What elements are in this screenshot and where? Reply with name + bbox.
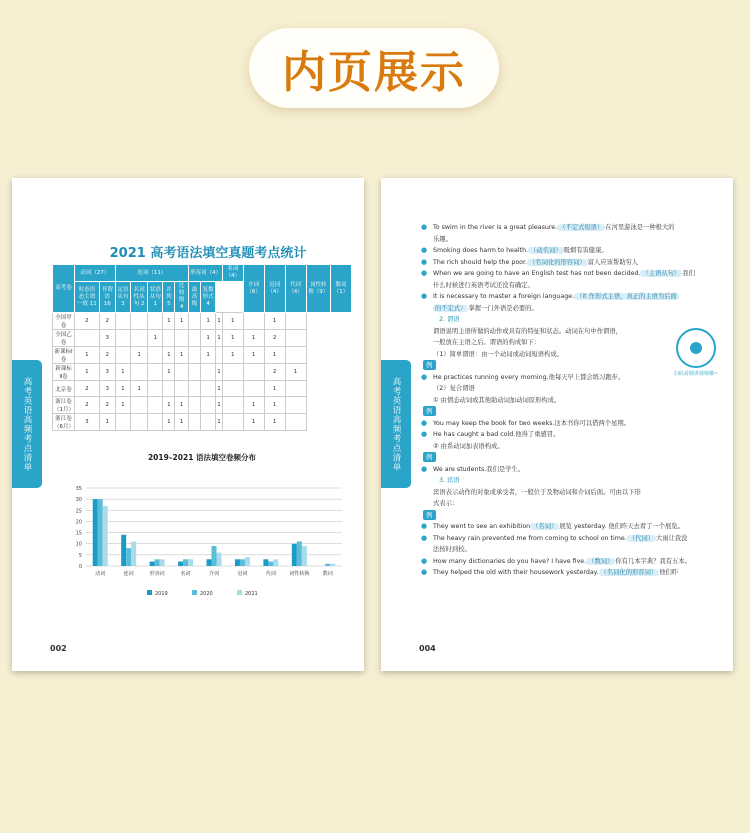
table-cell <box>200 381 215 397</box>
table-cell <box>188 364 200 381</box>
table-header: 介词（6） <box>243 265 264 313</box>
text-translation: 他每天早上都会练习跑步。 <box>548 373 625 381</box>
table-cell: 1 <box>216 381 223 397</box>
bar-2021 <box>188 559 193 566</box>
table-cell <box>115 347 130 364</box>
table-cell <box>222 364 243 381</box>
text-line <box>381 498 733 510</box>
table-cell: 2 <box>264 364 285 381</box>
qr-caption: 扫码看精讲视频哦~ <box>673 371 719 377</box>
legend-label: 2021 <box>245 591 258 597</box>
table-cell: 1 <box>163 313 175 330</box>
bar-2020 <box>325 564 330 566</box>
text-run: ② 由系动词加表语构成。 <box>433 442 504 450</box>
table-cell: 浙江卷（1月） <box>53 397 75 414</box>
table-cell: 1 <box>264 414 285 431</box>
table-cell: 1 <box>115 364 130 381</box>
table-cell <box>175 381 189 397</box>
table-row <box>53 414 352 431</box>
table-cell <box>175 364 189 381</box>
text-translation: 大雨让我没 <box>655 534 688 542</box>
text-line <box>381 544 733 556</box>
table-group-header: 形容词（4） <box>188 265 222 282</box>
text-run: （1）简单谓语：由一个动词或动词短语构成。 <box>433 350 563 358</box>
table-sub-header: 非谓语 16 <box>99 282 115 313</box>
text-line <box>381 268 733 280</box>
text-run: They helped the old with their housework yesterday. <box>433 569 599 576</box>
bar-2020 <box>297 541 302 566</box>
table-cell <box>131 330 148 347</box>
text-line <box>381 291 733 303</box>
text-run: How many dictionaries do you have? I have five. <box>433 557 587 565</box>
bullet-icon: ● <box>421 257 428 266</box>
y-tick-label: 25 <box>75 508 82 515</box>
table-cell <box>222 397 243 414</box>
table-header: 数词（1） <box>330 265 351 313</box>
text-run: 宾语表示动作的对象或承受者，一般位于及物动词和介词后面。可由以下形 <box>433 488 641 496</box>
text-translation: 在河里游泳是一种极大的 <box>605 224 675 231</box>
text-run: 2. 谓语 <box>439 316 460 323</box>
table-cell <box>148 381 163 397</box>
y-tick-label: 10 <box>75 541 82 548</box>
example-badge: 例 <box>423 452 436 462</box>
y-tick-label: 30 <box>75 497 82 504</box>
table-cell <box>131 313 148 330</box>
text-line <box>381 303 733 315</box>
text-line <box>381 452 733 464</box>
example-badge: 例 <box>423 406 436 416</box>
text-run: When we are going to have an English test has not been decided. <box>433 270 641 277</box>
text-translation: 掌握一门外语是必要的。 <box>468 304 538 312</box>
table-cell <box>200 364 215 381</box>
table-row <box>53 330 352 347</box>
legend-swatch <box>147 590 152 595</box>
table-header: 词性转换（9） <box>306 265 330 313</box>
table-cell <box>243 364 264 381</box>
bar-2021 <box>245 557 250 566</box>
text-line <box>381 406 733 418</box>
table-cell <box>148 414 163 431</box>
text-line <box>381 533 733 545</box>
table-sub-header: 并列 5 <box>163 282 175 313</box>
bar-2020 <box>212 546 217 566</box>
table-cell: 2 <box>264 330 285 347</box>
bullet-icon: ● <box>421 418 428 427</box>
table-cell: 3 <box>99 381 115 397</box>
table-cell: 1 <box>163 414 175 431</box>
text-line <box>381 521 733 533</box>
table-cell: 1 <box>243 397 264 414</box>
stats-table <box>52 264 352 431</box>
text-run: The rich should help the poor. <box>433 258 528 266</box>
table-cell: 1 <box>222 313 243 330</box>
table-cell: 1 <box>264 381 285 397</box>
table-cell: 2 <box>75 381 100 397</box>
table-group-header: 动词（27） <box>75 265 116 282</box>
table-cell: 1 <box>75 364 100 381</box>
left-page-number: 002 <box>50 644 67 653</box>
grammar-tag: 的不定式） <box>435 304 467 312</box>
bullet-icon: ● <box>421 223 428 231</box>
table-cell <box>148 364 163 381</box>
bar-2019 <box>93 499 98 566</box>
header-pill <box>249 28 499 108</box>
bar-2019 <box>292 544 297 566</box>
table-cell <box>243 313 264 330</box>
table-cell: 1 <box>216 313 223 330</box>
table-cell: 3 <box>99 364 115 381</box>
table-cell <box>188 313 200 330</box>
table-group-header: 名词（4） <box>222 265 243 282</box>
table-cell: 浙江卷（6月） <box>53 414 75 431</box>
table-sub-header: 状语从句 1 <box>148 282 163 313</box>
x-tick-label: 数词 <box>322 571 333 577</box>
table-sub-header: 复数形式 4 <box>200 282 215 313</box>
table-title: 2021 高考语法填空真题考点统计 <box>109 246 307 261</box>
bullet-icon: ● <box>421 269 428 277</box>
table-cell <box>148 397 163 414</box>
table-cell <box>115 313 130 330</box>
header-title: 内页展示 <box>282 47 466 98</box>
text-run: ① 由情态动词或其他助动词加动词原形构成。 <box>433 396 561 404</box>
table-cell <box>200 397 215 414</box>
table-cell: 1 <box>285 364 306 381</box>
text-run: The heavy rain prevented me from coming to school on time. <box>433 534 627 542</box>
text-run: We are students. <box>433 465 487 473</box>
table-cell <box>188 414 200 431</box>
table-cell: 1 <box>115 381 130 397</box>
bullet-icon: ● <box>421 568 428 576</box>
text-run: 什么时候进行英语考试还没有确定。 <box>433 281 534 289</box>
bar-2021 <box>330 564 335 566</box>
x-tick-label: 形容词 <box>149 571 165 577</box>
bullet-icon: ● <box>421 246 428 254</box>
table-cell: 1 <box>216 330 223 347</box>
table-row <box>53 313 352 330</box>
table-cell: 1 <box>163 347 175 364</box>
grammar-tag: （it 作形式主语，真正的主语为后面 <box>576 293 677 300</box>
text-run: You may keep the book for two weeks. <box>433 419 555 427</box>
y-tick-label: 35 <box>75 486 82 492</box>
bar-2020 <box>126 548 131 566</box>
bar-2019 <box>178 562 183 566</box>
left-page <box>12 178 364 671</box>
table-row <box>53 397 352 414</box>
table-cell: 1 <box>243 330 264 347</box>
legend-swatch <box>237 590 242 595</box>
x-tick-label: 代词 <box>265 571 276 577</box>
table-sub-header: 最高级 <box>188 282 200 313</box>
table-cell <box>285 330 306 347</box>
text-run: He has caught a bad cold. <box>433 431 516 438</box>
table-cell: 3 <box>75 414 100 431</box>
text-line <box>381 280 733 292</box>
table-cell: 2 <box>99 313 115 330</box>
right-side-tab: 高考英语高频考点清单 <box>381 360 411 488</box>
table-cell: 1 <box>200 313 215 330</box>
table-cell: 1 <box>131 347 148 364</box>
text-run: 一般放在主语之后。谓语的构成如下： <box>433 339 541 346</box>
table-cell: 1 <box>175 347 189 364</box>
text-translation: 他得了重感冒。 <box>515 431 560 438</box>
table-cell: 新课标Ⅱ卷 <box>53 364 75 381</box>
example-badge: 例 <box>423 510 436 520</box>
text-translation: 他们昨 <box>659 569 679 576</box>
bar-2021 <box>160 559 165 566</box>
qr-icon <box>676 328 716 368</box>
text-line <box>381 464 733 476</box>
bar-2021 <box>131 541 136 566</box>
table-cell <box>115 414 130 431</box>
text-run: Smoking does harm to health. <box>433 247 529 254</box>
table-cell: 1 <box>99 414 115 431</box>
x-tick-label: 冠词 <box>237 571 248 577</box>
bar-2020 <box>268 562 273 566</box>
legend-label: 2019 <box>155 591 168 597</box>
table-cell <box>200 414 215 431</box>
table-cell <box>188 397 200 414</box>
table-cell <box>131 364 148 381</box>
bullet-icon: ● <box>421 372 428 381</box>
table-cell: 1 <box>175 414 189 431</box>
text-translation: 富人应该帮助穷人 <box>587 258 639 266</box>
table-cell: 1 <box>222 347 243 364</box>
table-cell: 2 <box>99 347 115 364</box>
text-run: To swim in the river is a great pleasure. <box>433 224 558 231</box>
table-cell: 1 <box>115 397 130 414</box>
bar-2019 <box>263 559 268 566</box>
frequency-chart <box>52 448 352 608</box>
x-tick-label: 词性转换 <box>289 571 310 577</box>
table-cell: 1 <box>264 347 285 364</box>
left-side-tab: 高考英语高频考点清单 <box>12 360 42 488</box>
grammar-tag: （名词） <box>532 523 558 530</box>
bullet-icon: ● <box>421 464 428 473</box>
text-run: 法按时到校。 <box>433 546 471 553</box>
table-cell: 新课标Ⅰ卷 <box>53 347 75 364</box>
y-tick-label: 0 <box>78 564 82 570</box>
text-run: It is necessary to master a foreign language. <box>433 293 575 300</box>
text-run: 3. 宾语 <box>439 477 460 484</box>
table-cell: 1 <box>175 313 189 330</box>
bullet-icon: ● <box>421 430 428 438</box>
table-cell: 1 <box>148 330 163 347</box>
table-cell: 2 <box>75 313 100 330</box>
table-row <box>53 364 352 381</box>
text-run: （2）复合谓语 <box>433 385 475 392</box>
bar-2021 <box>273 559 278 566</box>
text-line <box>381 257 733 269</box>
right-page <box>381 178 733 671</box>
text-line <box>381 234 733 246</box>
text-translation: 我们 <box>682 270 695 277</box>
table-header: 代词（4） <box>285 265 306 313</box>
table-cell <box>243 381 264 397</box>
table-cell: 2 <box>75 397 100 414</box>
table-header: 高考卷 <box>53 265 75 313</box>
bar-2019 <box>150 562 155 566</box>
table-cell <box>148 347 163 364</box>
table-cell: 1 <box>243 347 264 364</box>
example-badge: 例 <box>423 360 436 370</box>
table-cell: 1 <box>216 414 223 431</box>
bullet-icon: ● <box>421 292 428 300</box>
text-line <box>381 222 733 234</box>
text-line <box>381 245 733 257</box>
table-cell <box>222 381 243 397</box>
text-line <box>381 487 733 499</box>
table-cell: 全国甲卷 <box>53 313 75 330</box>
table-cell: 全国乙卷 <box>53 330 75 347</box>
table-cell <box>285 313 306 330</box>
table-cell <box>285 414 306 431</box>
table-cell <box>222 414 243 431</box>
grammar-tag: （不定式短语） <box>559 224 604 231</box>
text-line <box>381 429 733 441</box>
text-translation: 吸烟有害健康。 <box>563 247 608 254</box>
text-line <box>381 475 733 487</box>
table-cell <box>188 347 200 364</box>
table-cell <box>285 397 306 414</box>
chart-title: 2019–2021 语法填空卷频分布 <box>147 453 257 462</box>
x-tick-label: 动词 <box>95 571 106 577</box>
grammar-tag: （代词） <box>628 534 654 542</box>
bar-2020 <box>98 499 103 566</box>
text-translation: 展览 yesterday. 他们昨天去看了一个展览。 <box>559 523 684 530</box>
text-line <box>381 510 733 522</box>
table-cell: 1 <box>222 330 243 347</box>
legend-label: 2020 <box>200 591 213 597</box>
table-header: 冠词（4） <box>264 265 285 313</box>
table-cell: 1 <box>216 364 223 381</box>
qr-code[interactable] <box>671 328 721 377</box>
bar-2019 <box>121 535 126 566</box>
x-tick-label: 名词 <box>180 571 191 577</box>
text-run: 式表示： <box>433 500 459 507</box>
text-line <box>381 567 733 579</box>
right-page-number: 004 <box>419 644 436 653</box>
table-sub-header: 定语从句 3 <box>115 282 130 313</box>
table-cell: 1 <box>243 414 264 431</box>
x-tick-label: 连词 <box>123 571 134 577</box>
table-cell <box>131 414 148 431</box>
grammar-tag: （名词化的形容词） <box>529 258 586 266</box>
table-cell: 1 <box>200 347 215 364</box>
grammar-tag: （数词） <box>588 557 614 565</box>
y-tick-label: 5 <box>78 552 82 559</box>
text-translation: 我们是学生。 <box>486 465 525 473</box>
table-cell: 1 <box>75 347 100 364</box>
table-cell <box>285 347 306 364</box>
bar-2021 <box>103 506 108 566</box>
bar-2019 <box>207 559 212 566</box>
table-cell: 1 <box>216 397 223 414</box>
text-run: 谓语说明主语所做的动作或具有的特征和状态。动词在句中作谓语， <box>433 327 622 335</box>
bar-2020 <box>183 559 188 566</box>
text-run: He practices running every morning. <box>433 373 549 381</box>
bar-2020 <box>155 559 160 566</box>
table-cell <box>163 381 175 397</box>
table-cell: 1 <box>163 397 175 414</box>
bullet-icon: ● <box>421 556 428 565</box>
table-cell: 1 <box>163 364 175 381</box>
table-cell: 1 <box>175 397 189 414</box>
bar-2019 <box>235 559 240 566</box>
table-cell <box>115 330 130 347</box>
bar-2021 <box>217 553 222 566</box>
table-cell: 1 <box>200 330 215 347</box>
text-translation: 你有几本字典？我有五本。 <box>615 557 691 565</box>
text-line <box>381 418 733 430</box>
bullet-icon: ● <box>421 522 428 530</box>
text-line <box>381 383 733 395</box>
x-tick-label: 介词 <box>208 571 220 577</box>
grammar-tag: （动名词） <box>530 247 562 254</box>
table-sub-header: 比较级 4 <box>175 282 189 313</box>
grammar-tag: （主语从句） <box>642 270 681 277</box>
table-cell: 1 <box>264 313 285 330</box>
table-cell <box>131 397 148 414</box>
bar-2020 <box>240 559 245 566</box>
text-line <box>381 556 733 568</box>
table-cell: 2 <box>99 397 115 414</box>
bullet-icon: ● <box>421 533 428 542</box>
right-body-text <box>381 222 733 579</box>
table-cell <box>163 330 175 347</box>
legend-swatch <box>192 590 197 595</box>
table-row <box>53 347 352 364</box>
text-line <box>381 395 733 407</box>
table-cell: 北京卷 <box>53 381 75 397</box>
table-cell: 3 <box>99 330 115 347</box>
bar-2021 <box>302 546 307 566</box>
table-cell: 1 <box>264 397 285 414</box>
table-cell <box>75 330 100 347</box>
table-cell <box>285 381 306 397</box>
table-sub-header: 名词性从句 2 <box>131 282 148 313</box>
table-cell <box>148 313 163 330</box>
text-line <box>381 314 733 326</box>
table-sub-header: 时态语态主谓一致 11 <box>75 282 100 313</box>
y-tick-label: 20 <box>75 519 82 526</box>
text-translation: 这本书你可以借两个星期。 <box>554 419 630 427</box>
table-cell <box>188 330 200 347</box>
table-row <box>53 381 352 397</box>
y-tick-label: 15 <box>75 530 82 537</box>
text-run: 乐趣。 <box>433 235 452 243</box>
table-cell <box>188 381 200 397</box>
grammar-tag: （名词化的形容词） <box>600 569 658 576</box>
table-cell: 1 <box>131 381 148 397</box>
table-cell <box>175 330 189 347</box>
text-run: They went to see an exhibition <box>433 523 531 530</box>
table-group-header: 连词（11） <box>115 265 188 282</box>
text-line <box>381 441 733 453</box>
